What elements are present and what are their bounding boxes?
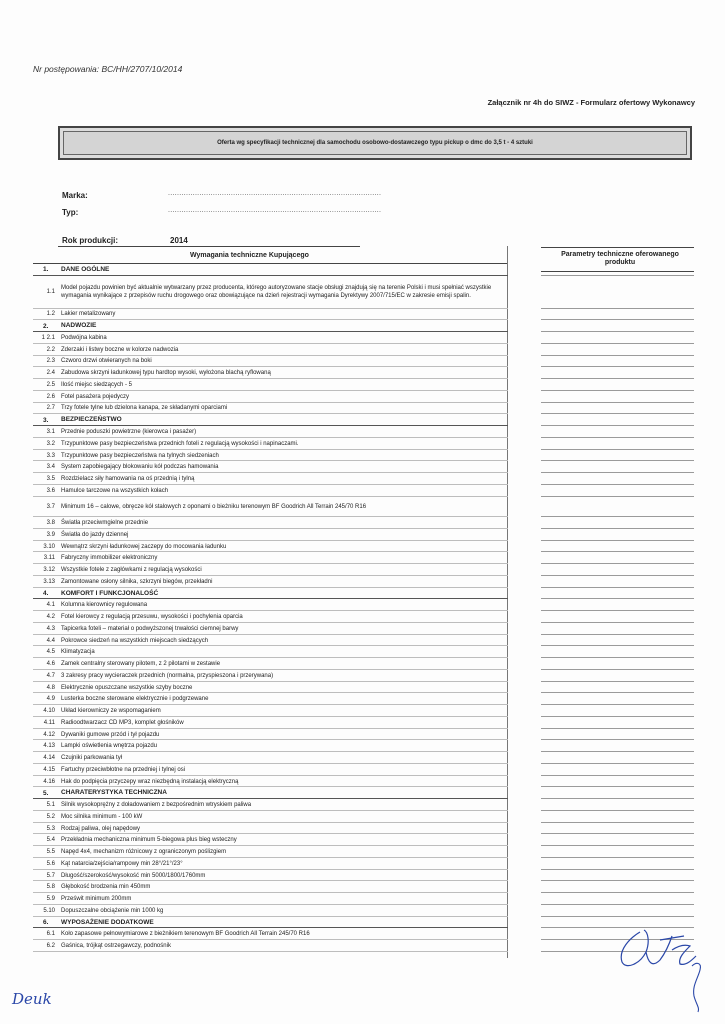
offer-entry-line[interactable]	[541, 739, 694, 740]
offer-entry-line[interactable]	[541, 449, 694, 450]
row-number: 2.6	[46, 393, 55, 400]
offer-entry-line[interactable]	[541, 645, 694, 646]
row-number: 6.	[43, 919, 49, 927]
offer-entry-line[interactable]	[541, 798, 694, 799]
offer-entry-line[interactable]	[541, 869, 694, 870]
row-text: Układ kierowniczy ze wspomaganiem	[61, 708, 161, 715]
row-text: Elektrycznie opuszczane wszystkie szyby boczne	[61, 684, 193, 691]
offer-entry-line[interactable]	[541, 880, 694, 881]
row-text: Gaśnica, trójkąt ostrzegawczy, podnośnik	[61, 943, 171, 950]
row-number: 4.	[43, 590, 49, 598]
row-text: Lakier metalizowany	[61, 311, 116, 318]
production-year-label: Rok produkcji:	[62, 236, 119, 245]
row-text: Lusterka boczne sterowane elektrycznie i podgrzewane	[61, 696, 209, 703]
row-number: 4.3	[46, 625, 55, 632]
row-text: CHARATERYSTYKA TECHNICZNA	[61, 789, 167, 797]
row-number: 3.4	[46, 464, 55, 471]
attachment-title: Załącznik nr 4h do SIWZ - Formularz ofertowy Wykonawcy	[487, 98, 695, 107]
offer-entry-line[interactable]	[541, 704, 694, 705]
row-number: 3.12	[43, 567, 55, 574]
row-text: Głębokość brodzenia min 450mm	[61, 884, 151, 891]
row-number: 6.1	[46, 931, 55, 938]
offer-entry-line[interactable]	[541, 496, 694, 497]
row-text: Model pojazdu powinien być aktualnie wytwarzany przez producenta, którego autoryzowane stacje obsługi znajdują się na terenie Polski i musi spełniać wszystkie wymagania wynikające z przepisów ruchu drogowego oraz obowiązujące na dzień rejestracji wymagania Dyrektywy 2007/715/EC w zakresie emisji spalin.	[61, 285, 492, 300]
row-text: Trzypunktowe pasy bezpieczeństwa przednich foteli z regulacją wysokości i napinaczami.	[61, 440, 299, 447]
row-number: 5.8	[46, 884, 55, 891]
handwritten-initials: Deuk	[12, 990, 52, 1008]
row-number: 4.12	[43, 731, 55, 738]
row-text: Kolumna kierownicy regulowana	[61, 602, 148, 609]
row-number: 3.7	[46, 503, 55, 510]
row-number: 4.15	[43, 766, 55, 773]
offer-entry-line[interactable]	[541, 355, 694, 356]
offer-entry-line[interactable]	[541, 484, 694, 485]
offer-entry-line[interactable]	[541, 634, 694, 635]
row-number: 5.	[43, 789, 49, 797]
offer-entry-line[interactable]	[541, 610, 694, 611]
offer-title: Oferta wg specyfikacji technicznej dla samochodu osobowo-dostawczego typu pickup o dmc do 3,5 t - 4 sztuki	[63, 131, 687, 155]
offer-entry-line[interactable]	[541, 857, 694, 858]
offer-entry-line[interactable]	[541, 751, 694, 752]
row-text: KOMFORT I FUNKCJONALOŚĆ	[61, 589, 159, 597]
table-row	[33, 497, 508, 518]
row-number: 4.5	[46, 649, 55, 656]
row-number: 2.4	[46, 370, 55, 377]
offer-title-box	[58, 126, 692, 160]
row-text: Rozdzielacz siły hamowania na oś przednią i tylną	[61, 476, 195, 482]
offer-entry-line[interactable]	[541, 528, 694, 529]
row-text: Kąt natarcia/zejścia/rampowy min 28°/21°/23°	[61, 860, 183, 867]
row-text: Trzypunktowe pasy bezpieczeństwa na tylnych siedzeniach	[61, 452, 219, 459]
row-text: Moc silnika minimum - 100 kW	[61, 813, 143, 820]
row-number: 4.1	[46, 602, 55, 609]
row-number: 4.2	[46, 614, 55, 621]
row-number: 3.	[43, 416, 49, 424]
row-number: 4.13	[43, 743, 55, 750]
row-text: Zamontowane osłony silnika, szkrzyni biegów, przekładni	[61, 578, 213, 585]
offer-entry-line[interactable]	[541, 669, 694, 670]
row-number: 3.13	[43, 578, 55, 585]
offered-header-rule	[541, 271, 694, 272]
row-number: 3.2	[46, 440, 55, 447]
reference-number: Nr postępowania: BC/HH/2707/10/2014	[33, 64, 183, 74]
row-text: Zderzaki i listwy boczne w kolorze nadwozia	[61, 346, 179, 353]
offer-entry-line[interactable]	[541, 275, 694, 276]
row-text: Dopuszczalne obciążenie min 1000 kg	[61, 907, 164, 914]
row-text: System zapobiegający blokowaniu kół podczas hamowania	[61, 464, 219, 471]
offer-entry-line[interactable]	[541, 343, 694, 344]
signature	[600, 910, 715, 1015]
row-number: 3.9	[46, 531, 55, 538]
row-number: 5.2	[46, 813, 55, 820]
type-field[interactable]: ...............................................................................................	[168, 207, 382, 214]
row-number: 3.5	[46, 476, 55, 482]
row-text: Fartuchy przeciwbłotne na przedniej i tylnej osi	[61, 766, 186, 773]
offer-entry-line[interactable]	[541, 390, 694, 391]
offer-entry-line[interactable]	[541, 516, 694, 517]
row-text: Czujniki parkowania tył	[61, 755, 123, 762]
row-number: 5.5	[46, 849, 55, 856]
offer-entry-line[interactable]	[541, 763, 694, 764]
offer-entry-line[interactable]	[541, 319, 694, 320]
row-number: 4.4	[46, 637, 55, 644]
row-text: Wewnątrz skrzyni ładunkowej zaczepy do mocowania ładunku	[61, 543, 227, 550]
offer-entry-line[interactable]	[541, 681, 694, 682]
row-text: Klimatyzacja	[61, 649, 95, 656]
offer-entry-line[interactable]	[541, 413, 694, 414]
row-number: 5.7	[46, 872, 55, 879]
row-text: Czworo drzwi otwieranych na boki	[61, 358, 152, 365]
row-text: WYPOSAŻENIE DODATKOWE	[61, 918, 154, 926]
row-text: Rodzaj paliwa, olej napędowy	[61, 825, 141, 832]
row-text: 3 zakresy pracy wycieraczek przednich (normalna, przyspieszona i przerywana)	[61, 672, 274, 679]
offer-entry-line[interactable]	[541, 551, 694, 552]
row-text: Hamulce tarczowe na wszystkich kołach	[61, 487, 169, 494]
offer-entry-line[interactable]	[541, 845, 694, 846]
row-number: 4.11	[43, 719, 55, 726]
offer-entry-line[interactable]	[541, 598, 694, 599]
row-text: Przednie poduszki powietrzne (kierowca i pasażer)	[61, 428, 197, 435]
offer-entry-line[interactable]	[541, 822, 694, 823]
row-number: 4.14	[43, 755, 55, 762]
row-number: 5.6	[46, 860, 55, 867]
row-text: Zabudowa skrzyni ładunkowej typu hardtop wysoki, wyłożona blachą ryflowaną	[61, 370, 271, 377]
offer-entry-line[interactable]	[541, 692, 694, 693]
row-rule	[33, 951, 508, 952]
offer-entry-line[interactable]	[541, 437, 694, 438]
year-underline	[58, 246, 360, 247]
offer-entry-line[interactable]	[541, 833, 694, 834]
row-text: DANE OGÓLNE	[61, 265, 110, 273]
row-number: 2.2	[46, 346, 55, 353]
row-number: 1.1	[46, 289, 55, 296]
row-text: Tapicerka foteli – materiał o podwyższonej trwałości ciemnej barwy	[61, 625, 239, 632]
requirements-header: Wymagania techniczne Kupującego	[190, 252, 309, 259]
row-number: 3.1	[46, 428, 55, 435]
offer-entry-line[interactable]	[541, 366, 694, 367]
row-text: Minimum 16 – calowe, obręcze kół stalowych z oponami o bieżniku terenowym BF Goodrich All Terrain 245/70 R16	[61, 503, 367, 510]
row-text: BEZPIECZEŃSTWO	[61, 416, 122, 424]
row-number: 2.3	[46, 358, 55, 365]
row-number: 1.2	[46, 311, 55, 318]
row-number: 4.6	[46, 661, 55, 668]
row-text: Długość/szerokość/wysokość min 5000/1800/1760mm	[61, 872, 206, 879]
row-text: Zamek centralny sterowany pilotem, z 2 pilotami w zestawie	[61, 661, 221, 668]
offer-entry-line[interactable]	[541, 657, 694, 658]
offer-entry-line[interactable]	[541, 378, 694, 379]
row-text: Silnik wysokoprężny z doładowaniem z bezpośrednim wtryskiem paliwa	[61, 802, 252, 809]
row-text: Prześwit minimum 200mm	[61, 896, 132, 903]
offer-entry-line[interactable]	[541, 540, 694, 541]
offer-entry-line[interactable]	[541, 308, 694, 309]
row-number: 3.11	[43, 555, 55, 562]
row-number: 3.10	[43, 543, 55, 550]
row-text: Trzy fotele tylne lub dzielona kanapa, ze składanymi oparciami	[61, 405, 228, 412]
row-text: Hak do podpięcia przyczepy wraz niezbędną instalacją elektryczną	[61, 778, 239, 785]
row-number: 2.5	[46, 381, 55, 388]
row-number: 5.1	[46, 802, 55, 809]
offer-entry-line[interactable]	[541, 892, 694, 893]
row-text: NADWOZIE	[61, 322, 97, 330]
row-text: Napęd 4x4, mechanizm różnicowy z ograniczonym poślizgiem	[61, 849, 227, 856]
row-text: Fabryczny immobilizer elektroniczny	[61, 555, 158, 562]
row-text: Pokrowce siedzeń na wszystkich miejscach siedzących	[61, 637, 209, 644]
brand-label: Marka:	[62, 191, 88, 200]
row-number: 2.7	[46, 405, 55, 412]
offer-entry-line[interactable]	[541, 472, 694, 473]
row-text: Koło zapasowe pełnowymiarowe z bieżnikiem terenowym BF Goodrich All Terrain 245/70 R16	[61, 931, 310, 938]
offered-header: Parametry techniczne oferowanego produktu	[561, 251, 679, 266]
row-number: 5.10	[43, 907, 55, 914]
row-number: 4.8	[46, 684, 55, 691]
offer-entry-line[interactable]	[541, 575, 694, 576]
offer-entry-line[interactable]	[541, 622, 694, 623]
table-row	[33, 276, 508, 309]
brand-field[interactable]: ...............................................................................................	[168, 190, 382, 197]
offer-entry-line[interactable]	[541, 728, 694, 729]
row-number: 1 2.1	[41, 334, 55, 341]
production-year-value: 2014	[170, 236, 188, 245]
row-text: Dywaniki gumowe przód i tył pojazdu	[61, 731, 160, 738]
offer-entry-line[interactable]	[541, 786, 694, 787]
row-text: Podwójna kabina	[61, 334, 107, 341]
row-number: 3.3	[46, 452, 55, 459]
row-number: 6.2	[46, 943, 55, 950]
offer-entry-line[interactable]	[541, 775, 694, 776]
type-label: Typ:	[62, 208, 79, 217]
row-text: Przekładnia mechaniczna minimum 5-biegowa plus bieg wsteczny	[61, 837, 237, 844]
offered-top-rule	[541, 247, 694, 248]
offer-entry-line[interactable]	[541, 810, 694, 811]
row-text: Wszystkie fotele z zagłówkami z regulacją wysokości	[61, 567, 202, 574]
row-number: 1.	[43, 266, 49, 274]
row-number: 4.9	[46, 696, 55, 703]
offer-entry-line[interactable]	[541, 425, 694, 426]
row-text: Lampki oświetlenia wnętrza pojazdu	[61, 743, 158, 750]
row-number: 3.6	[46, 487, 55, 494]
offer-entry-line[interactable]	[541, 716, 694, 717]
offer-entry-line[interactable]	[541, 563, 694, 564]
offer-entry-line[interactable]	[541, 587, 694, 588]
offer-entry-line[interactable]	[541, 331, 694, 332]
offer-entry-line[interactable]	[541, 904, 694, 905]
row-text: Światła do jazdy dziennej	[61, 531, 129, 538]
row-number: 3.8	[46, 520, 55, 527]
row-text: Fotel pasażera pojedyczy	[61, 393, 130, 400]
offer-entry-line[interactable]	[541, 402, 694, 403]
row-text: Fotel kierowcy z regulacją przesuwu, wysokości i pochylenia oparcia	[61, 614, 243, 621]
row-number: 5.9	[46, 896, 55, 903]
row-number: 4.7	[46, 672, 55, 679]
offer-entry-line[interactable]	[541, 460, 694, 461]
row-number: 5.3	[46, 825, 55, 832]
row-text: Radioodtwarzacz CD MP3, komplet głośników	[61, 719, 184, 726]
row-number: 4.16	[43, 778, 55, 785]
row-number: 2.	[43, 322, 49, 330]
row-text: Ilość miejsc siedzących - 5	[61, 381, 133, 388]
row-number: 5.4	[46, 837, 55, 844]
row-number: 4.10	[43, 708, 55, 715]
row-text: Światła przeciwmgielne przednie	[61, 520, 149, 527]
